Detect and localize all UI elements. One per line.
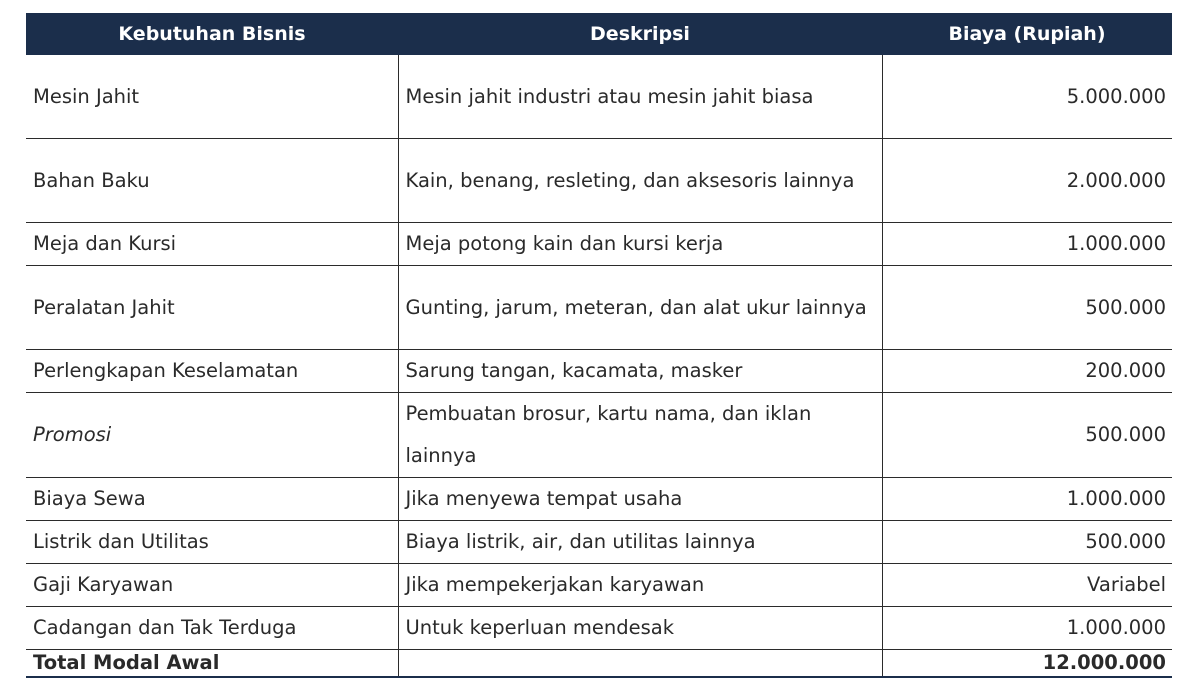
total-cost: 12.000.000 — [882, 650, 1172, 678]
description-cell: Kain, benang, resleting, dan aksesoris lainnya — [398, 139, 882, 223]
description-cell: Meja potong kain dan kursi kerja — [398, 223, 882, 266]
description-cell: Sarung tangan, kacamata, masker — [398, 350, 882, 393]
table-row — [26, 55, 1172, 139]
table-row — [26, 393, 1172, 478]
table-row — [26, 266, 1172, 350]
cost-cell: 200.000 — [882, 350, 1172, 393]
cost-cell: 500.000 — [882, 393, 1172, 478]
item-cell: Gaji Karyawan — [26, 564, 398, 607]
total-label: Total Modal Awal — [26, 650, 398, 678]
cost-cell: Variabel — [882, 564, 1172, 607]
table-row — [26, 478, 1172, 521]
description-cell: Pembuatan brosur, kartu nama, dan iklan lainnya — [398, 393, 882, 478]
cost-cell: 500.000 — [882, 266, 1172, 350]
item-cell: Biaya Sewa — [26, 478, 398, 521]
total-row — [26, 650, 1172, 678]
header-biaya: Biaya (Rupiah) — [882, 13, 1172, 55]
table-row — [26, 607, 1172, 650]
header-deskripsi: Deskripsi — [398, 13, 882, 55]
table-row — [26, 521, 1172, 564]
item-cell: Peralatan Jahit — [26, 266, 398, 350]
item-cell: Bahan Baku — [26, 139, 398, 223]
table-row — [26, 139, 1172, 223]
description-cell: Jika menyewa tempat usaha — [398, 478, 882, 521]
item-cell: Cadangan dan Tak Terduga — [26, 607, 398, 650]
item-cell: Listrik dan Utilitas — [26, 521, 398, 564]
description-cell: Jika mempekerjakan karyawan — [398, 564, 882, 607]
cost-cell: 2.000.000 — [882, 139, 1172, 223]
table-row — [26, 350, 1172, 393]
item-cell: Meja dan Kursi — [26, 223, 398, 266]
cost-cell: 1.000.000 — [882, 478, 1172, 521]
table-row — [26, 223, 1172, 266]
capital-requirements-table — [26, 13, 1172, 678]
item-cell: Promosi — [26, 393, 398, 478]
total-description-cell — [398, 650, 882, 678]
description-cell: Untuk keperluan mendesak — [398, 607, 882, 650]
capital-table-container — [26, 13, 1172, 678]
description-cell: Gunting, jarum, meteran, dan alat ukur lainnya — [398, 266, 882, 350]
cost-cell: 1.000.000 — [882, 607, 1172, 650]
description-cell: Mesin jahit industri atau mesin jahit biasa — [398, 55, 882, 139]
table-row — [26, 564, 1172, 607]
item-cell: Perlengkapan Keselamatan — [26, 350, 398, 393]
cost-cell: 1.000.000 — [882, 223, 1172, 266]
cost-cell: 500.000 — [882, 521, 1172, 564]
item-cell: Mesin Jahit — [26, 55, 398, 139]
header-kebutuhan-bisnis: Kebutuhan Bisnis — [26, 13, 398, 55]
description-cell: Biaya listrik, air, dan utilitas lainnya — [398, 521, 882, 564]
cost-cell: 5.000.000 — [882, 55, 1172, 139]
table-header-row — [26, 13, 1172, 55]
